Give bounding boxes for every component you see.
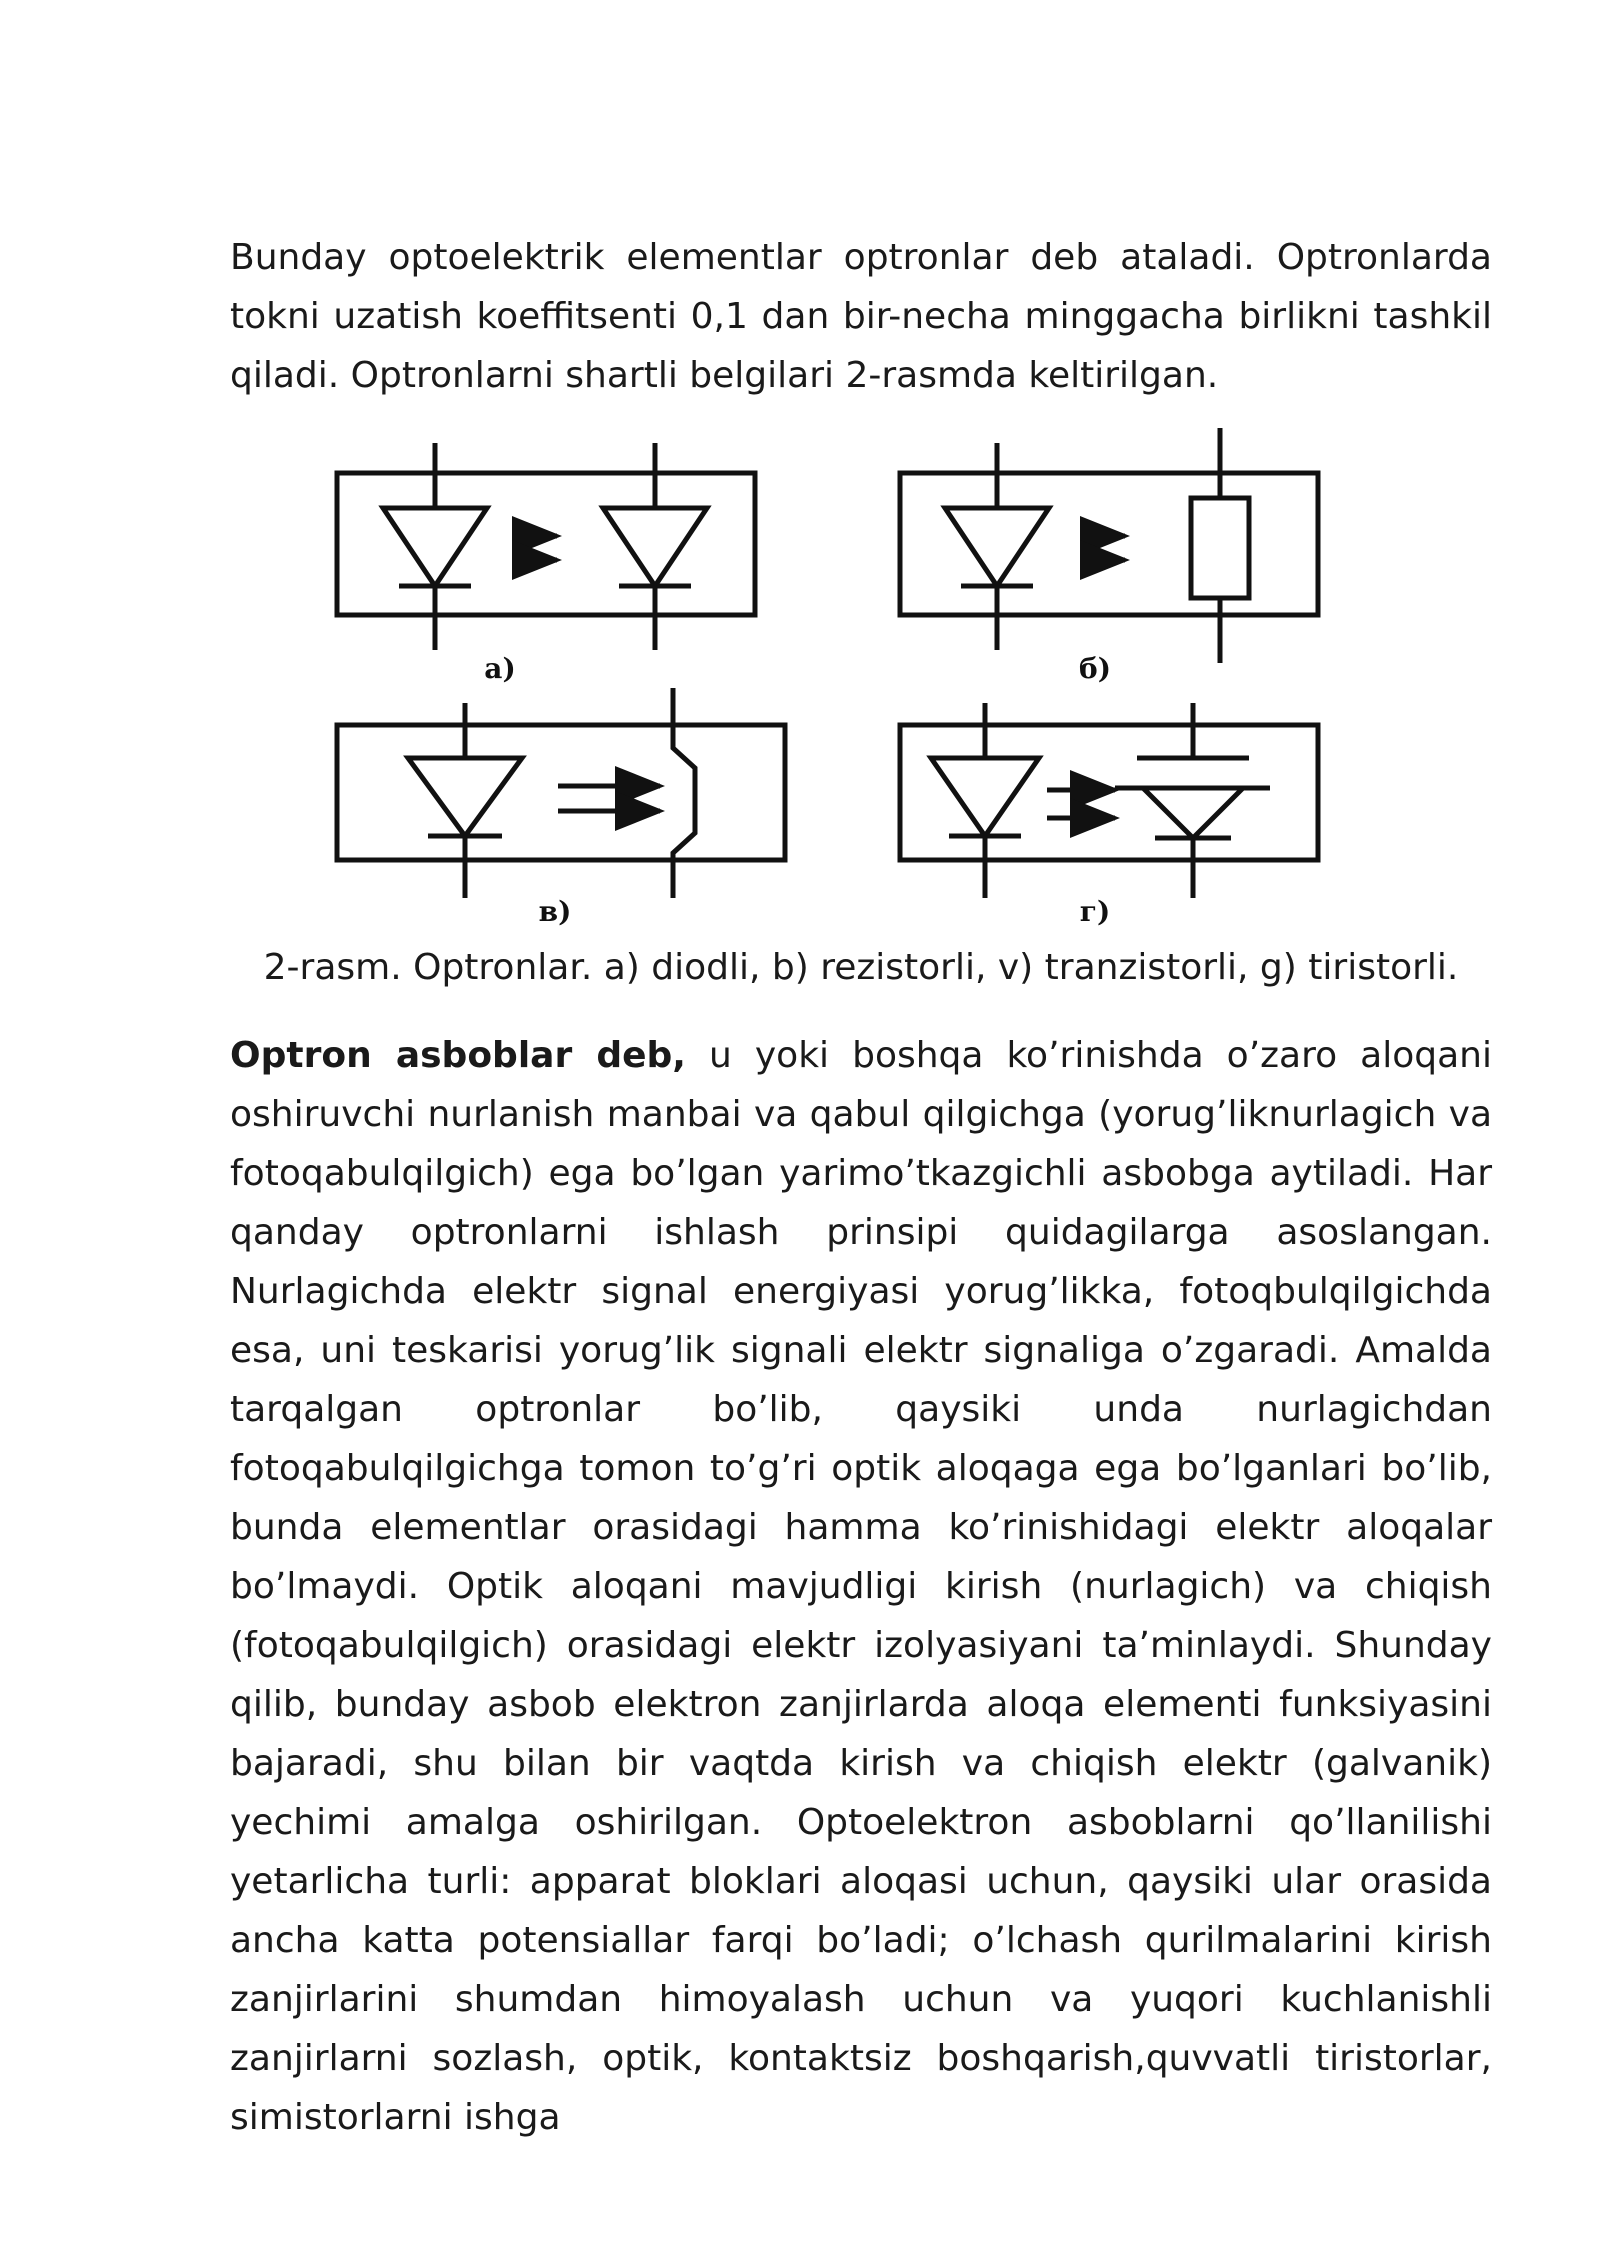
figure-label-b: б): [1079, 652, 1111, 685]
paragraph-body: u yoki boshqa ko’rinishda o’zaro aloqani oshiruvchi nurlanish manbai va qabul qilgichga (yorug’liknurlagich va fotoqabulqilgich) ega bo’lgan yarimo’tkazgichli asbobga aytiladi. Har qanday optronlarni ishlash prinsipi quidagilarga asoslangan. Nurlagichda elektr signal energiyasi yorug’likka, fotoqbulqilgichda esa, uni teskarisi yorug’lik signali elektr signaliga o’zgaradi. Amalda tarqalgan optronlar bo’lib, qaysiki unda nurlagichdan fotoqabulqilgichga tomon to’g’ri optik aloqaga ega bo’lganlari bo’lib, bunda elementlar orasidagi hamma ko’rinishidagi elektr aloqalar bo’lmaydi. Optik aloqani mavjudligi kirish (nurlagich) va chiqish (fotoqabulqilgich) orasidagi elektr izolyasiyani ta’minlaydi. Shunday qilib, bunday asbob elektron zanjirlarda aloqa elementi funksiyasini bajaradi, shu bilan bir vaqtda kirish va chiqish elektr (galvanik) yechimi amalga oshirilgan. Optoelektron asboblarni qo’llanilishi yetarlicha turli: apparat bloklari aloqasi uchun, qaysiki ular orasida ancha katta potensiallar farqi bo’ladi; o’lchash qurilmalarini kirish zanjirlarini shumdan himoyalash uchun va yuqori kuchlanishli zanjirlarni sozlash, optik, kontaktsiz boshqarish,quvvatli tiristorlar, simistorlarni ishga: [230, 1035, 1492, 2138]
optron-thyristor-symbol: [900, 703, 1318, 898]
intro-paragraph: Bunday optoelektrik elementlar optronlar deb ataladi. Optronlarda tokni uzatish koeffitsenti 0,1 dan bir-necha minggacha birlikni tashkil qiladi. Optronlarni shartli belgilari 2-rasmda keltirilgan.: [230, 237, 1492, 396]
optron-resistor-symbol: [900, 428, 1318, 663]
optron-symbols-figure: [325, 428, 1355, 928]
figure-caption: 2-rasm. Optronlar. a) diodli, b) rezistorli, v) tranzistorli, g) tiristorli.: [263, 947, 1459, 988]
figure-label-v: в): [538, 895, 572, 928]
optron-definition-paragraph: [230, 1026, 1492, 2147]
figure-label-g: г): [1079, 895, 1111, 928]
bold-lead-term: Optron asboblar deb,: [230, 1035, 686, 1076]
figure-label-a: а): [484, 652, 516, 685]
optron-transistor-symbol: [337, 688, 785, 898]
optron-diode-symbol: [337, 443, 755, 650]
